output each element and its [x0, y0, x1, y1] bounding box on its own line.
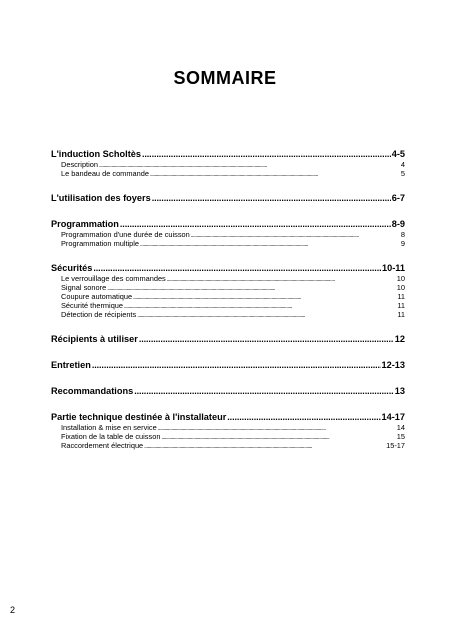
toc-entry-label: L'induction Scholtès	[51, 149, 141, 159]
toc-subentry-page: 9	[400, 239, 405, 248]
toc-entry-page: 10-11	[382, 263, 405, 273]
toc-section	[51, 386, 405, 397]
toc-entry-label: Partie technique destinée à l'installateur	[51, 412, 227, 422]
page-number: 2	[10, 605, 16, 615]
toc-subentry[interactable]	[51, 423, 405, 432]
toc-subentry-label: Signal sonore	[61, 283, 107, 292]
toc-subentry[interactable]	[51, 160, 405, 169]
toc-entry-page: 4-5	[391, 149, 405, 159]
toc-subentry-page: 10	[396, 283, 405, 292]
toc-subentry-label: Programmation multiple	[61, 239, 140, 248]
toc-entry-page: 13	[394, 386, 405, 396]
toc-section	[51, 193, 405, 204]
toc-entry-label: L'utilisation des foyers	[51, 193, 151, 203]
toc-entry-page: 12	[394, 334, 405, 344]
toc-entry-label: Entretien	[51, 360, 91, 370]
toc-subentry-page: 15	[396, 432, 405, 441]
toc-subentry-page: 10	[396, 274, 405, 283]
dot-leader	[120, 219, 391, 229]
dot-leader	[140, 242, 400, 248]
dot-leader	[144, 444, 385, 450]
toc-entry[interactable]	[51, 334, 405, 345]
toc-entry[interactable]	[51, 219, 405, 230]
dot-leader	[139, 334, 394, 344]
dot-leader	[142, 149, 391, 159]
dot-leader	[124, 304, 396, 310]
toc-section	[51, 334, 405, 345]
dot-leader	[134, 386, 394, 396]
toc-subentry[interactable]	[51, 432, 405, 441]
table-of-contents	[51, 149, 405, 465]
toc-subentry[interactable]	[51, 283, 405, 292]
toc-subentry-page: 14	[396, 423, 405, 432]
toc-entry-label: Sécurités	[51, 263, 93, 273]
toc-subentry-page: 11	[397, 310, 405, 319]
toc-entry[interactable]	[51, 149, 405, 160]
dot-leader	[107, 286, 396, 292]
toc-entry-page: 12-13	[381, 360, 405, 370]
toc-subentry-label: Le bandeau de commande	[61, 169, 149, 178]
toc-subentry-page: 15-17	[386, 441, 405, 450]
toc-subentry[interactable]	[51, 274, 405, 283]
toc-section	[51, 149, 405, 178]
toc-section	[51, 360, 405, 371]
toc-subentry-label: Installation & mise en service	[61, 423, 157, 432]
dot-leader	[133, 295, 396, 301]
dot-leader	[167, 277, 396, 283]
dot-leader	[150, 172, 400, 178]
dot-leader	[161, 435, 395, 441]
toc-entry[interactable]	[51, 193, 405, 204]
toc-section	[51, 263, 405, 319]
toc-subentry[interactable]	[51, 169, 405, 178]
toc-entry-label: Programmation	[51, 219, 119, 229]
toc-entry-page: 14-17	[381, 412, 405, 422]
toc-subentry-label: Coupure automatique	[61, 292, 133, 301]
dot-leader	[158, 426, 396, 432]
dot-leader	[137, 313, 396, 319]
toc-section	[51, 219, 405, 248]
toc-subentry[interactable]	[51, 239, 405, 248]
toc-subentry[interactable]	[51, 230, 405, 239]
page-title: SOMMAIRE	[173, 68, 277, 88]
toc-subentry-label: Description	[61, 160, 98, 169]
toc-entry-label: Récipients à utiliser	[51, 334, 138, 344]
toc-subentry-page: 4	[400, 160, 405, 169]
toc-subentry-page: 8	[400, 230, 405, 239]
dot-leader	[191, 233, 400, 239]
dot-leader	[93, 263, 381, 273]
toc-subentry[interactable]	[51, 441, 405, 450]
toc-subentry[interactable]	[51, 301, 405, 310]
toc-entry-page: 6-7	[391, 193, 405, 203]
toc-entry[interactable]	[51, 263, 405, 274]
toc-subentry-page: 11	[397, 292, 405, 301]
toc-subentry-label: Fixation de la table de cuisson	[61, 432, 161, 441]
toc-entry[interactable]	[51, 360, 405, 371]
toc-subentry-page: 5	[400, 169, 405, 178]
toc-subentry-label: Raccordement électrique	[61, 441, 144, 450]
toc-subentry-label: Programmation d'une durée de cuisson	[61, 230, 190, 239]
dot-leader	[92, 360, 381, 370]
dot-leader	[152, 193, 391, 203]
toc-subentry-label: Sécurité thermique	[61, 301, 124, 310]
toc-entry[interactable]	[51, 386, 405, 397]
toc-subentry[interactable]	[51, 292, 405, 301]
toc-subentry-label: Le verrouillage des commandes	[61, 274, 166, 283]
toc-subentry[interactable]	[51, 310, 405, 319]
toc-subentry-label: Détection de récipients	[61, 310, 137, 319]
toc-entry-page: 8-9	[391, 219, 405, 229]
toc-subentry-page: 11	[397, 301, 405, 310]
toc-entry-label: Recommandations	[51, 386, 134, 396]
toc-entry[interactable]	[51, 412, 405, 423]
dot-leader	[227, 412, 380, 422]
toc-section	[51, 412, 405, 450]
